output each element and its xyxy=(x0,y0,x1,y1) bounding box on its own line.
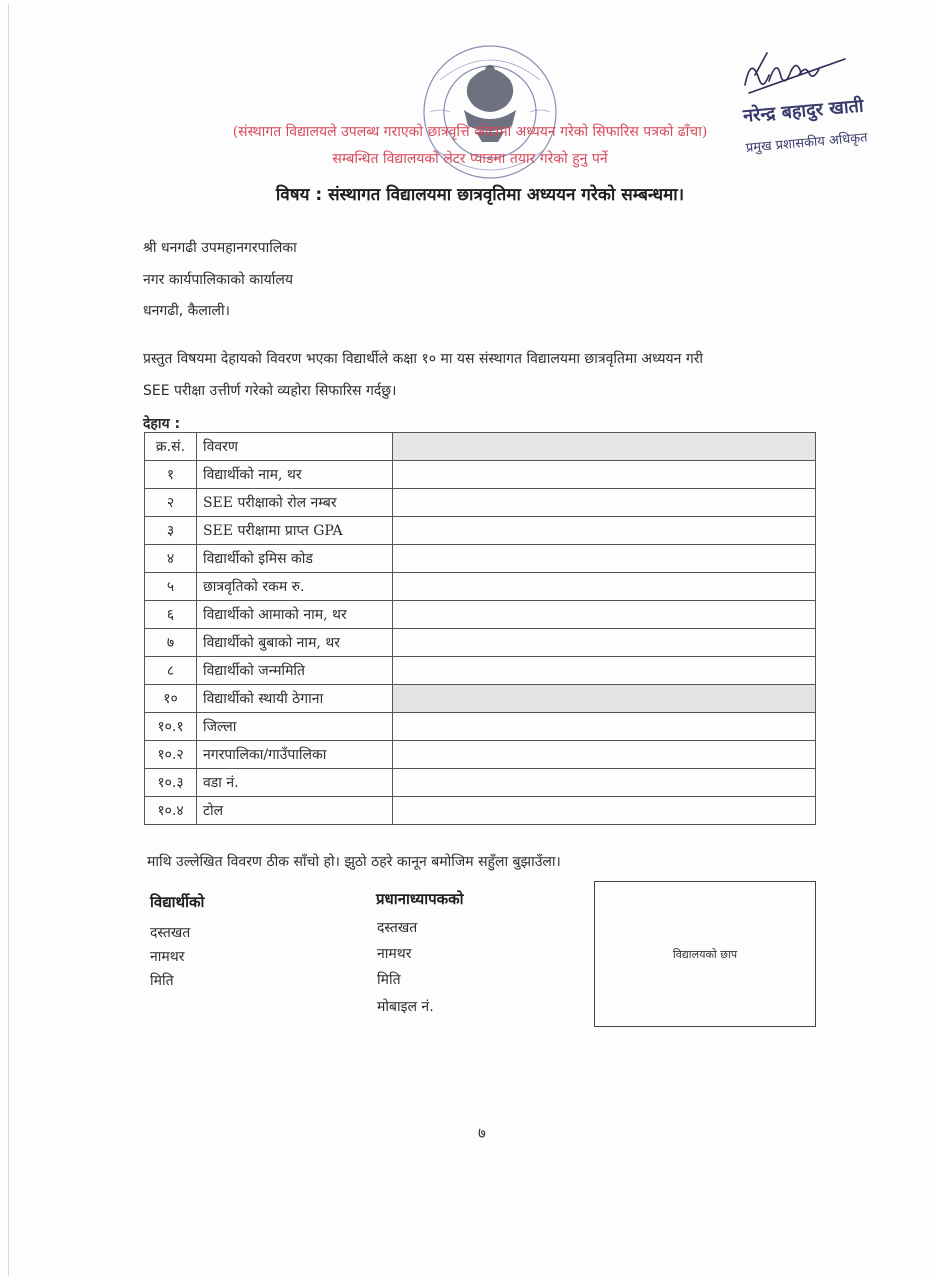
format-instruction-line-1: (संस्थागत विद्यालयले उपलब्ध गराएको छात्रवृत्ति कोटामा अध्ययन गरेको सिफारिस पत्रको ढाँचा) xyxy=(232,124,708,140)
table-row xyxy=(145,517,816,545)
row-value-field[interactable] xyxy=(392,489,815,517)
format-instruction-line-2: सम्बन्धित विद्यालयको लेटर प्याडमा तयार गरेको हुनु पर्ने xyxy=(332,151,608,167)
row-description: विद्यार्थीको जन्ममिति xyxy=(196,657,392,685)
declaration-text: माथि उल्लेखित विवरण ठीक साँचो हो। झुठो ठहरे कानून बमोजिम सहुँला बुझाउँला। xyxy=(147,854,561,870)
principal-mobile-label: मोबाइल नं. xyxy=(377,999,434,1015)
page-number: ७ xyxy=(478,1124,486,1142)
header-serial: क्र.सं. xyxy=(145,433,197,461)
row-serial: १०.४ xyxy=(145,797,197,825)
row-value-field[interactable] xyxy=(392,797,815,825)
row-serial: ६ xyxy=(145,601,197,629)
principal-signature-label: दस्तखत xyxy=(377,920,418,936)
row-serial: १ xyxy=(145,461,197,489)
body-paragraph-line-1: प्रस्तुत विषयमा देहायको विवरण भएका विद्यार्थीले कक्षा १० मा यस संस्थागत विद्यालयमा छात्रवृतिमा अध्ययन गरी xyxy=(143,351,704,367)
row-description: विद्यार्थीको आमाको नाम, थर xyxy=(196,601,392,629)
row-value-field[interactable] xyxy=(392,713,815,741)
row-value-field[interactable] xyxy=(392,517,815,545)
table-row xyxy=(145,657,816,685)
table-row xyxy=(145,489,816,517)
row-value-field[interactable] xyxy=(392,769,815,797)
header-value-cell xyxy=(392,433,815,461)
student-name-label: नामथर xyxy=(150,949,185,965)
table-row xyxy=(145,461,816,489)
principal-date-label: मिति xyxy=(377,972,401,988)
row-value-field[interactable] xyxy=(392,545,815,573)
row-serial: ४ xyxy=(145,545,197,573)
row-description: SEE परीक्षामा प्राप्त GPA xyxy=(196,517,392,545)
row-value-field[interactable] xyxy=(392,573,815,601)
row-description: विद्यार्थीको स्थायी ठेगाना xyxy=(196,685,392,713)
principal-heading: प्रधानाध्यापकको xyxy=(376,890,464,908)
table-row xyxy=(145,573,816,601)
row-value-field[interactable] xyxy=(392,657,815,685)
table-row xyxy=(145,741,816,769)
body-paragraph-line-2: SEE परीक्षा उत्तीर्ण गरेको व्यहोरा सिफारिस गर्दछु। xyxy=(143,383,397,399)
table-row xyxy=(145,629,816,657)
table-row xyxy=(145,545,816,573)
row-description: नगरपालिका/गाउँपालिका xyxy=(196,741,392,769)
row-description: वडा नं. xyxy=(196,769,392,797)
signatory-name: नरेन्द्र बहादुर खाती xyxy=(742,95,865,127)
row-serial: ३ xyxy=(145,517,197,545)
row-description: छात्रवृतिको रकम रु. xyxy=(196,573,392,601)
row-description: विद्यार्थीको इमिस कोड xyxy=(196,545,392,573)
letter-subject: विषय : संस्थागत विद्यालयमा छात्रवृतिमा अध्ययन गरेको सम्बन्धमा। xyxy=(275,185,685,205)
header-description: विवरण xyxy=(196,433,392,461)
address-line-3: धनगढी, कैलाली। xyxy=(143,303,230,319)
row-value-field[interactable] xyxy=(392,741,815,769)
student-details-table xyxy=(144,432,816,825)
table-row xyxy=(145,601,816,629)
table-header-row xyxy=(145,433,816,461)
table-row xyxy=(145,797,816,825)
student-signature-label: दस्तखत xyxy=(150,925,191,941)
row-description: विद्यार्थीको बुबाको नाम, थर xyxy=(196,629,392,657)
row-serial: १०.१ xyxy=(145,713,197,741)
row-description: SEE परीक्षाको रोल नम्बर xyxy=(196,489,392,517)
address-line-2: नगर कार्यपालिकाको कार्यालय xyxy=(143,272,293,288)
student-heading: विद्यार्थीको xyxy=(150,893,205,911)
row-value-field xyxy=(392,685,815,713)
row-description: जिल्ला xyxy=(196,713,392,741)
row-serial: १०.३ xyxy=(145,769,197,797)
row-serial: ५ xyxy=(145,573,197,601)
row-value-field[interactable] xyxy=(392,629,815,657)
dehay-label: देहाय : xyxy=(143,416,181,432)
signatory-title: प्रमुख प्रशासकीय अधिकृत xyxy=(745,130,869,156)
row-description: विद्यार्थीको नाम, थर xyxy=(196,461,392,489)
student-date-label: मिति xyxy=(150,973,174,989)
table-row xyxy=(145,685,816,713)
row-serial: १० xyxy=(145,685,197,713)
row-value-field[interactable] xyxy=(392,461,815,489)
row-description: टोल xyxy=(196,797,392,825)
government-seal-stamp xyxy=(400,40,580,200)
row-serial: १०.२ xyxy=(145,741,197,769)
principal-name-label: नामथर xyxy=(377,946,412,962)
school-stamp-box xyxy=(594,881,816,1027)
address-line-1: श्री धनगढी उपमहानगरपालिका xyxy=(143,240,297,256)
row-serial: ७ xyxy=(145,629,197,657)
scan-edge xyxy=(8,4,9,1276)
row-serial: ८ xyxy=(145,657,197,685)
school-stamp-label: विद्यालयको छाप xyxy=(672,947,738,961)
table-row xyxy=(145,713,816,741)
table-row xyxy=(145,769,816,797)
row-value-field[interactable] xyxy=(392,601,815,629)
row-serial: २ xyxy=(145,489,197,517)
